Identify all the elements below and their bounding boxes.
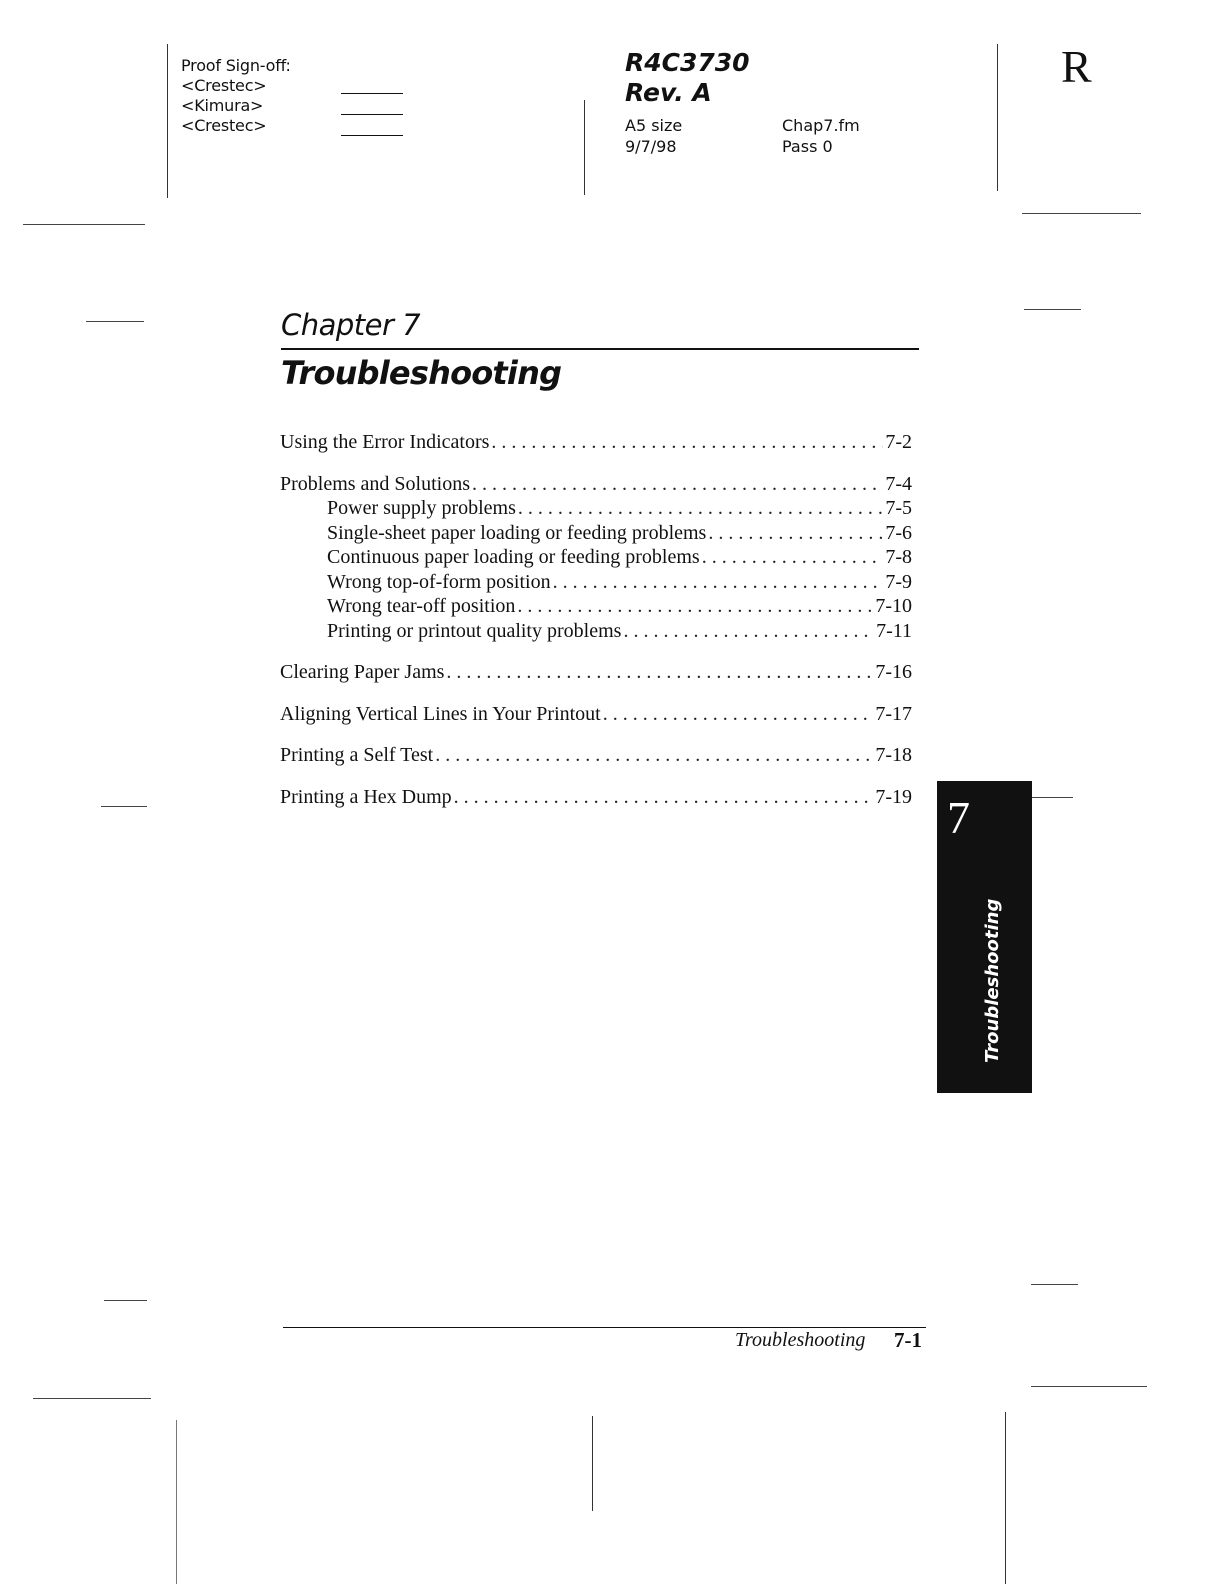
toc-entry-title: Clearing Paper Jams bbox=[280, 661, 445, 683]
crop-mark bbox=[1031, 1386, 1147, 1387]
toc-entry[interactable] bbox=[280, 660, 912, 685]
toc-entry[interactable] bbox=[280, 430, 912, 455]
chapter-side-tab bbox=[937, 781, 1032, 1093]
chapter-label: Chapter 7 bbox=[281, 308, 421, 342]
crop-mark bbox=[23, 224, 145, 225]
crop-mark bbox=[167, 44, 168, 198]
crop-mark bbox=[1005, 1412, 1006, 1584]
toc-entry-title: Wrong tear-off position bbox=[327, 595, 516, 617]
document-date: 9/7/98 bbox=[625, 137, 677, 156]
signoff-title: Proof Sign-off: bbox=[181, 56, 291, 75]
toc-leader-dots bbox=[472, 472, 883, 497]
toc-entry-title: Aligning Vertical Lines in Your Printout bbox=[280, 702, 601, 725]
toc-entry-title: Power supply problems bbox=[327, 497, 516, 519]
signature-blank bbox=[341, 114, 403, 115]
toc-entry[interactable] bbox=[280, 743, 912, 768]
paper-size: A5 size bbox=[625, 116, 683, 135]
side-tab-number: 7 bbox=[947, 792, 970, 843]
toc-entry-title: Single-sheet paper loading or feeding problems bbox=[327, 521, 707, 544]
toc-entry-title: Using the Error Indicators bbox=[280, 431, 490, 453]
crop-mark bbox=[1024, 309, 1081, 310]
signature-blank bbox=[341, 93, 403, 94]
toc-subentry[interactable] bbox=[280, 521, 912, 546]
chapter-rule bbox=[281, 348, 919, 350]
document-code-block bbox=[625, 48, 750, 108]
crop-mark bbox=[584, 100, 585, 195]
signoff-line: <Crestec> bbox=[181, 116, 267, 135]
crop-mark bbox=[1031, 1284, 1078, 1285]
toc-entry-title: Printing or printout quality problems bbox=[327, 619, 622, 642]
crop-mark bbox=[101, 806, 147, 807]
toc-leader-dots bbox=[435, 743, 873, 768]
toc-subentry[interactable] bbox=[280, 570, 912, 595]
toc-entry-page: 7-8 bbox=[885, 546, 912, 568]
toc-leader-dots bbox=[446, 660, 873, 685]
signoff-line: <Kimura> bbox=[181, 96, 264, 115]
footer-page-number: 7-1 bbox=[894, 1328, 922, 1352]
crop-mark bbox=[33, 1398, 151, 1399]
toc-leader-dots bbox=[708, 521, 883, 546]
toc-entry-page: 7-19 bbox=[875, 785, 912, 808]
side-tab-label: Troubleshooting bbox=[982, 898, 1003, 1063]
footer-rule bbox=[283, 1327, 926, 1328]
toc-entry-title: Continuous paper loading or feeding problems bbox=[327, 546, 700, 568]
toc-entry-title: Printing a Self Test bbox=[280, 744, 434, 766]
toc-entry-page: 7-17 bbox=[875, 702, 912, 725]
signoff-line: <Crestec> bbox=[181, 76, 267, 95]
toc-entry-page: 7-5 bbox=[885, 497, 912, 519]
toc-subentry[interactable] bbox=[280, 545, 912, 570]
side-tab-label-wrap bbox=[945, 759, 1040, 1071]
toc-entry-page: 7-6 bbox=[885, 521, 912, 544]
footer-section-title: Troubleshooting bbox=[735, 1329, 866, 1351]
crop-mark bbox=[997, 44, 998, 191]
toc-entry-page: 7-2 bbox=[885, 431, 912, 453]
pass-number: Pass 0 bbox=[782, 137, 833, 156]
toc-subentry[interactable] bbox=[280, 496, 912, 521]
crop-mark bbox=[104, 1300, 147, 1301]
toc-leader-dots bbox=[517, 594, 873, 619]
document-code: R4C3730 bbox=[625, 48, 750, 77]
table-of-contents bbox=[280, 430, 912, 809]
file-name: Chap7.fm bbox=[782, 116, 860, 135]
corner-letter: R bbox=[1061, 41, 1092, 92]
toc-subentry[interactable] bbox=[280, 594, 912, 619]
toc-leader-dots bbox=[623, 619, 874, 644]
toc-entry-page: 7-9 bbox=[885, 570, 912, 593]
toc-entry[interactable] bbox=[280, 785, 912, 810]
toc-subentry[interactable] bbox=[280, 619, 912, 644]
toc-entry-page: 7-16 bbox=[875, 661, 912, 683]
chapter-title: Troubleshooting bbox=[281, 354, 562, 392]
toc-leader-dots bbox=[702, 545, 884, 570]
proof-signoff-block bbox=[181, 56, 291, 136]
document-meta-right bbox=[782, 115, 860, 157]
toc-leader-dots bbox=[518, 496, 883, 521]
revision: Rev. A bbox=[625, 78, 712, 107]
toc-entry-page: 7-4 bbox=[885, 472, 912, 495]
toc-entry[interactable] bbox=[280, 702, 912, 727]
crop-mark bbox=[86, 321, 144, 322]
document-meta-left bbox=[625, 115, 682, 157]
toc-entry-page: 7-18 bbox=[875, 744, 912, 766]
toc-entry[interactable] bbox=[280, 472, 912, 497]
crop-mark bbox=[1022, 213, 1141, 214]
crop-mark bbox=[592, 1416, 593, 1511]
toc-entry-title: Wrong top-of-form position bbox=[327, 570, 551, 593]
crop-mark bbox=[176, 1420, 177, 1584]
toc-entry-title: Printing a Hex Dump bbox=[280, 785, 452, 808]
toc-leader-dots bbox=[553, 570, 884, 595]
toc-leader-dots bbox=[454, 785, 874, 810]
signature-blank bbox=[341, 135, 403, 136]
toc-entry-title: Problems and Solutions bbox=[280, 472, 471, 495]
toc-entry-page: 7-10 bbox=[875, 595, 912, 617]
toc-leader-dots bbox=[491, 430, 883, 455]
toc-leader-dots bbox=[603, 702, 874, 727]
toc-entry-page: 7-11 bbox=[876, 619, 912, 642]
